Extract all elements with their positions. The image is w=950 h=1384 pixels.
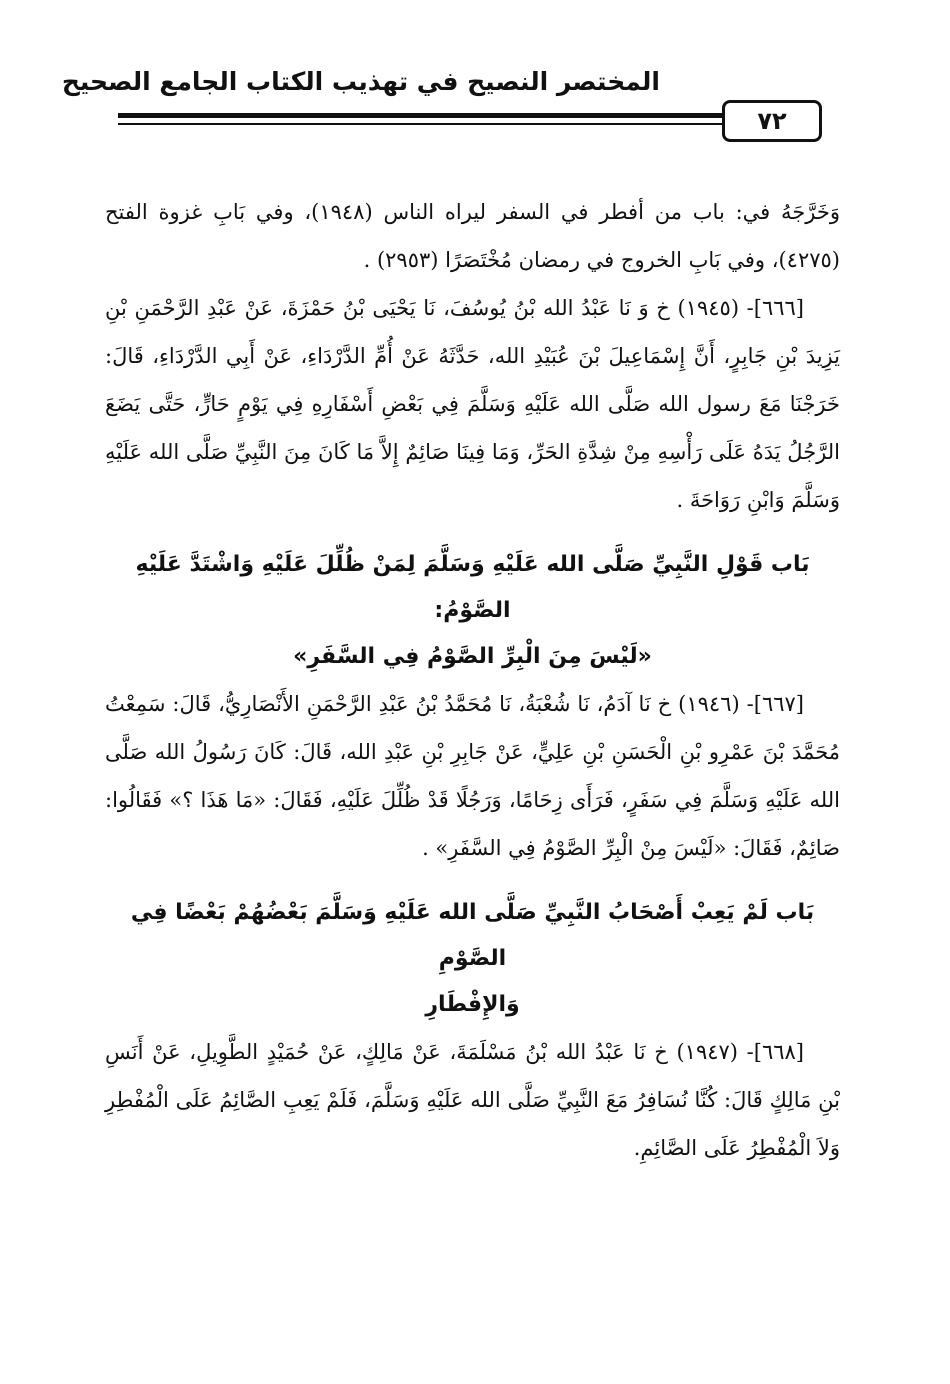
hadith-666: [٦٦٦]- (١٩٤٥) خ وَ نَا عَبْدُ الله بْنُ يُوسُفَ، نَا يَحْيَى بْنُ حَمْزَةَ، عَنْ عَبْدِ الرَّحْمَنِ بْنِ يَزِيدَ بْنِ جَابِرٍ، أَنَّ إِسْمَاعِيلَ بْنَ عُبَيْدِ الله، حَدَّثَهُ عَنْ أُمِّ الدَّرْدَاءِ، عَنْ أَبِي الدَّرْدَاءِ، قَالَ: خَرَجْنَا مَعَ رسول الله صَلَّى الله عَلَيْهِ وَسَلَّمَ فِي بَعْضِ أَسْفَارِهِ فِي يَوْمٍ حَارٍّ، حَتَّى يَضَعَ الرَّجُلُ يَدَهُ عَلَى رَأْسِهِ مِنْ شِدَّةِ الحَرِّ، وَمَا فِينَا صَائِمٌ إِلاَّ مَا كَانَ مِنَ النَّبِيِّ صَلَّى الله عَلَيْهِ وَسَلَّمَ وَابْنِ رَوَاحَةَ . xyxy=(105,296,840,512)
chapter-heading-2 xyxy=(105,890,840,1028)
chapter-heading-2-line-1: بَاب لَمْ يَعِبْ أَصْحَابُ النَّبِيِّ صَلَّى الله عَلَيْهِ وَسَلَّمَ بَعْضُهُمْ بَعْضًا فِي الصَّوْمِ xyxy=(130,900,815,971)
chapter-heading-1-line-1: بَاب قَوْلِ النَّبِيِّ صَلَّى الله عَلَيْهِ وَسَلَّمَ لِمَنْ ظُلِّلَ عَلَيْهِ وَاشْتَدَّ عَلَيْهِ الصَّوْمُ: xyxy=(135,552,810,623)
header-rule-thick xyxy=(118,113,723,118)
hadith-668: [٦٦٨]- (١٩٤٧) خ نَا عَبْدُ الله بْنُ مَسْلَمَةَ، عَنْ مَالِكٍ، عَنْ حُمَيْدٍ الطَّوِيلِ، عَنْ أَنَسِ بْنِ مَالِكٍ قَالَ: كُنَّا نُسَافِرُ مَعَ النَّبِيِّ صَلَّى الله عَلَيْهِ وَسَلَّمَ، فَلَمْ يَعِبِ الصَّائِمُ عَلَى الْمُفْطِرِ وَلاَ الْمُفْطِرُ عَلَى الصَّائِمِ. xyxy=(105,1040,840,1160)
page-number: ٧٢ xyxy=(722,100,822,142)
header-rule-thin xyxy=(118,123,723,125)
chapter-heading-1 xyxy=(105,542,840,680)
chapter-heading-1-line-2: «لَيْسَ مِنَ الْبِرِّ الصَّوْمُ فِي السَّفَرِ» xyxy=(293,644,652,669)
running-title: المختصر النصيح في تهذيب الكتاب الجامع الصحيح xyxy=(61,67,660,96)
page-body xyxy=(105,188,840,1172)
chapter-heading-2-line-2: وَالإِفْطَارِ xyxy=(425,992,520,1017)
hadith-667: [٦٦٧]- (١٩٤٦) خ نَا آدَمُ، نَا شُعْبَةُ، نَا مُحَمَّدُ بْنُ عَبْدِ الرَّحْمَنِ الأَنْصَارِيُّ، قَالَ: سَمِعْتُ مُحَمَّدَ بْنَ عَمْرِو بْنِ الْحَسَنِ بْنِ عَلِيٍّ، عَنْ جَابِرِ بْنِ عَبْدِ الله، قَالَ: كَانَ رَسُولُ الله صَلَّى الله عَلَيْهِ وَسَلَّمَ فِي سَفَرٍ، فَرَأَى زِحَامًا، وَرَجُلًا قَدْ ظُلِّلَ عَلَيْهِ، فَقَالَ: «مَا هَذَا ؟» فَقَالُوا: صَائِمٌ، فَقَالَ: «لَيْسَ مِنْ الْبِرِّ الصَّوْمُ فِي السَّفَرِ» . xyxy=(105,692,840,860)
paragraph-takhrij: وَخَرَّجَهُ في: باب من أفطر في السفر ليراه الناس (١٩٤٨)، وفي بَابِ غزوة الفتح (٤٢٧٥)، وفي بَابِ الخروج في رمضان مُخْتَصَرًا (٢٩٥٣) . xyxy=(105,200,840,272)
